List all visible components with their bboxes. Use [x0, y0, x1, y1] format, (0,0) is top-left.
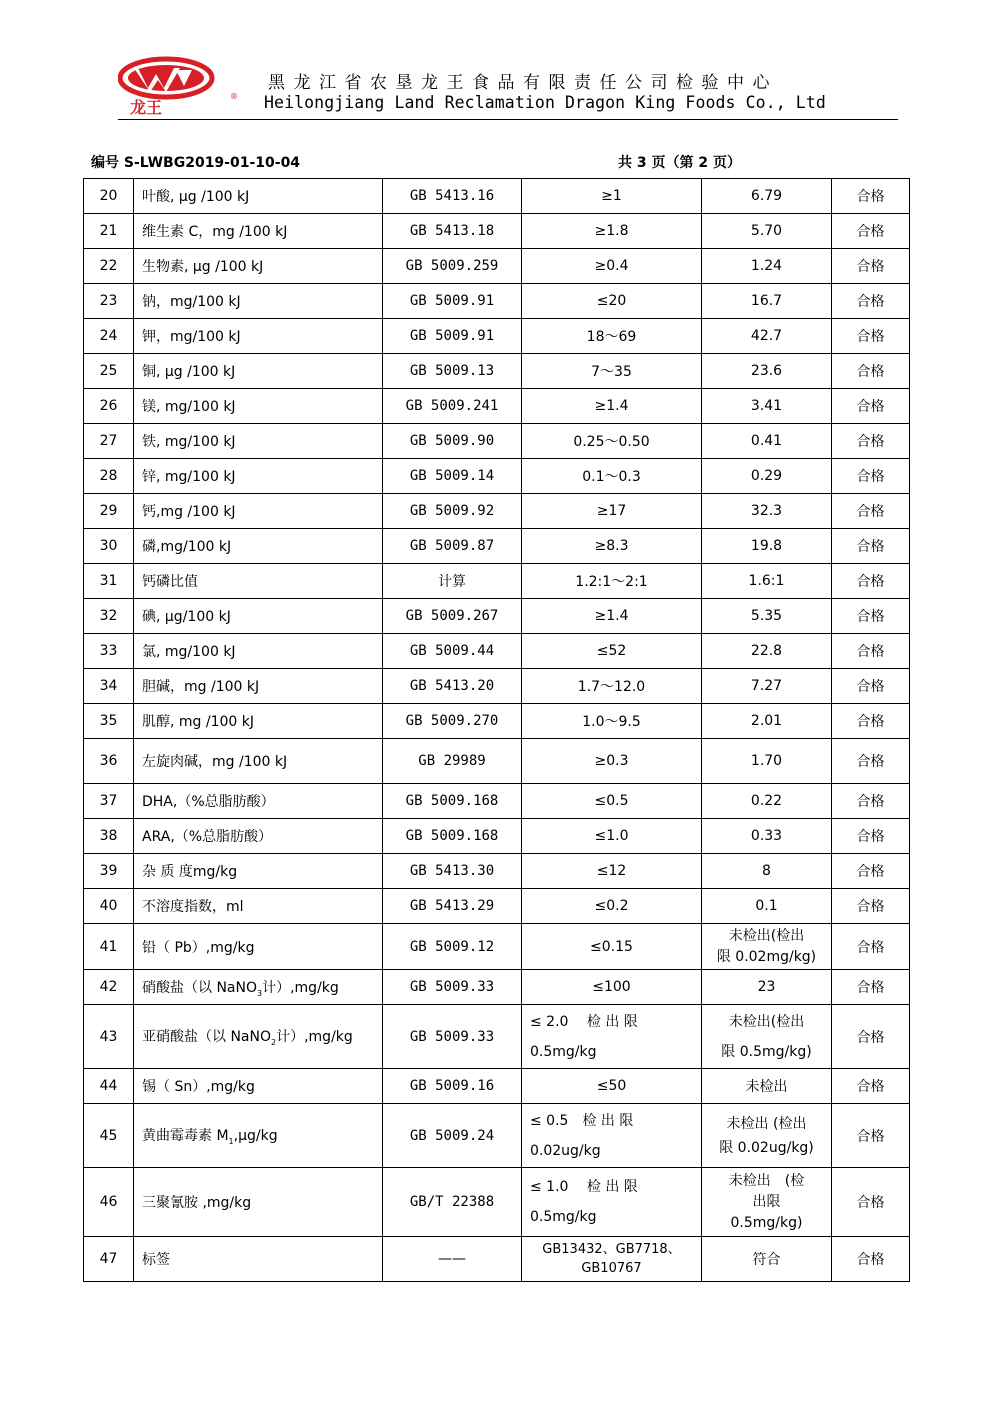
table-row	[84, 214, 910, 249]
table-row	[84, 1005, 910, 1069]
cell-result: 1.24	[702, 249, 832, 284]
table-row	[84, 889, 910, 924]
cell-item-number: 43	[84, 1005, 134, 1069]
cell-item-number: 28	[84, 459, 134, 494]
cell-test-method: GB 5009.241	[383, 389, 522, 424]
cell-test-method: GB 5009.91	[383, 319, 522, 354]
cell-result: 42.7	[702, 319, 832, 354]
cell-test-item: 磷,mg/100 kJ	[134, 529, 383, 564]
cell-verdict: 合格	[832, 424, 910, 459]
table-row	[84, 819, 910, 854]
cell-item-number: 38	[84, 819, 134, 854]
cell-test-item: 锡（ Sn）,mg/kg	[134, 1069, 383, 1104]
cell-verdict: 合格	[832, 354, 910, 389]
cell-test-item: 铅（ Pb）,mg/kg	[134, 924, 383, 970]
cell-result: 8	[702, 854, 832, 889]
table-row	[84, 924, 910, 970]
cell-test-method: GB 5009.24	[383, 1104, 522, 1168]
cell-result: 未检出	[702, 1069, 832, 1104]
cell-item-number: 47	[84, 1237, 134, 1282]
cell-requirement: 0.25～0.50	[522, 424, 702, 459]
table-row	[84, 494, 910, 529]
cell-requirement: ≤0.2	[522, 889, 702, 924]
registered-mark: ®	[230, 92, 238, 101]
cell-requirement: ≤ 1.0 检 出 限 0.5mg/kg	[522, 1168, 702, 1237]
cell-verdict: 合格	[832, 214, 910, 249]
cell-requirement: ≤12	[522, 854, 702, 889]
cell-result: 未检出 (检出 限 0.02ug/kg)	[702, 1104, 832, 1168]
cell-result: 0.22	[702, 784, 832, 819]
cell-item-number: 24	[84, 319, 134, 354]
cell-requirement: ≥1.8	[522, 214, 702, 249]
cell-test-method: GB 5009.90	[383, 424, 522, 459]
cell-verdict: 合格	[832, 1005, 910, 1069]
cell-test-item: 胆碱，mg /100 kJ	[134, 669, 383, 704]
cell-item-number: 22	[84, 249, 134, 284]
cell-result: 3.41	[702, 389, 832, 424]
cell-test-method: GB 5009.259	[383, 249, 522, 284]
cell-result: 22.8	[702, 634, 832, 669]
cell-requirement: 1.2:1～2:1	[522, 564, 702, 599]
cell-requirement: ≤50	[522, 1069, 702, 1104]
cell-result: 6.79	[702, 179, 832, 214]
table-row	[84, 970, 910, 1005]
cell-requirement: 0.1～0.3	[522, 459, 702, 494]
cell-verdict: 合格	[832, 1104, 910, 1168]
cell-verdict: 合格	[832, 319, 910, 354]
cell-verdict: 合格	[832, 564, 910, 599]
cell-test-item: 维生素 C，mg /100 kJ	[134, 214, 383, 249]
table-row	[84, 599, 910, 634]
cell-result: 未检出(检出 限 0.02mg/kg)	[702, 924, 832, 970]
table-row	[84, 704, 910, 739]
cell-test-method: GB 5413.18	[383, 214, 522, 249]
cell-test-item: 锌, mg/100 kJ	[134, 459, 383, 494]
cell-verdict: 合格	[832, 1237, 910, 1282]
cell-requirement: 1.0～9.5	[522, 704, 702, 739]
cell-test-method: GB 5009.33	[383, 1005, 522, 1069]
cell-result: 32.3	[702, 494, 832, 529]
cell-result: 0.41	[702, 424, 832, 459]
table-row	[84, 284, 910, 319]
cell-requirement: 1.7～12.0	[522, 669, 702, 704]
cell-verdict: 合格	[832, 459, 910, 494]
cell-verdict: 合格	[832, 739, 910, 784]
cell-requirement: ≥0.4	[522, 249, 702, 284]
cell-result: 1.70	[702, 739, 832, 784]
document-number: 编号 S-LWBG2019-01-10-04	[91, 155, 301, 171]
cell-verdict: 合格	[832, 599, 910, 634]
cell-test-item: 铜, μg /100 kJ	[134, 354, 383, 389]
cell-item-number: 41	[84, 924, 134, 970]
cell-test-item: 左旋肉碱，mg /100 kJ	[134, 739, 383, 784]
cell-test-method: GB 5009.91	[383, 284, 522, 319]
cell-requirement: ≤0.15	[522, 924, 702, 970]
table-row	[84, 564, 910, 599]
cell-result: 7.27	[702, 669, 832, 704]
cell-verdict: 合格	[832, 854, 910, 889]
cell-test-method: GB 5009.92	[383, 494, 522, 529]
cell-item-number: 46	[84, 1168, 134, 1237]
cell-item-number: 45	[84, 1104, 134, 1168]
cell-verdict: 合格	[832, 284, 910, 319]
cell-requirement: ≥1.4	[522, 599, 702, 634]
table-row	[84, 1237, 910, 1282]
cell-verdict: 合格	[832, 970, 910, 1005]
cell-result: 2.01	[702, 704, 832, 739]
cell-test-item: 硝酸盐（以 NaNO$_3$计）,mg/kg	[134, 970, 383, 1005]
cell-verdict: 合格	[832, 1069, 910, 1104]
cell-item-number: 30	[84, 529, 134, 564]
table-row	[84, 1069, 910, 1104]
cell-test-method: GB 5009.44	[383, 634, 522, 669]
table-row	[84, 634, 910, 669]
cell-test-item: ARA,（%总脂肪酸）	[134, 819, 383, 854]
cell-requirement: GB13432、GB7718、 GB10767	[522, 1237, 702, 1282]
cell-test-method: GB 5009.267	[383, 599, 522, 634]
cell-requirement: ≥17	[522, 494, 702, 529]
cell-test-method: 计算	[383, 564, 522, 599]
cell-verdict: 合格	[832, 634, 910, 669]
cell-test-item: 标签	[134, 1237, 383, 1282]
cell-result: 未检出(检出 限 0.5mg/kg)	[702, 1005, 832, 1069]
table-row	[84, 529, 910, 564]
cell-verdict: 合格	[832, 389, 910, 424]
cell-test-method: GB 5009.13	[383, 354, 522, 389]
cell-test-method: GB 5009.168	[383, 784, 522, 819]
cell-requirement: ≥8.3	[522, 529, 702, 564]
cell-result: 5.35	[702, 599, 832, 634]
cell-verdict: 合格	[832, 784, 910, 819]
table-row	[84, 459, 910, 494]
cell-verdict: 合格	[832, 889, 910, 924]
cell-result: 未检出 (检 出限 0.5mg/kg)	[702, 1168, 832, 1237]
cell-verdict: 合格	[832, 494, 910, 529]
table-row	[84, 389, 910, 424]
cell-requirement: ≤1.0	[522, 819, 702, 854]
cell-test-method: GB 29989	[383, 739, 522, 784]
cell-test-item: 不溶度指数，ml	[134, 889, 383, 924]
cell-test-method: GB 5009.87	[383, 529, 522, 564]
table-row	[84, 784, 910, 819]
cell-test-method: GB 5009.270	[383, 704, 522, 739]
results-table	[83, 178, 910, 1282]
cell-verdict: 合格	[832, 179, 910, 214]
cell-test-method: GB 5413.30	[383, 854, 522, 889]
company-logo	[118, 56, 246, 116]
cell-item-number: 37	[84, 784, 134, 819]
cell-result: 符合	[702, 1237, 832, 1282]
cell-result: 0.29	[702, 459, 832, 494]
cell-item-number: 31	[84, 564, 134, 599]
company-name-en: Heilongjiang Land Reclamation Dragon King Foods Co., Ltd	[264, 93, 826, 112]
cell-test-item: 肌醇, mg /100 kJ	[134, 704, 383, 739]
cell-requirement: ≤ 0.5 检 出 限 0.02ug/kg	[522, 1104, 702, 1168]
header-divider	[118, 119, 898, 120]
cell-test-method: GB/T 22388	[383, 1168, 522, 1237]
cell-result: 23.6	[702, 354, 832, 389]
cell-test-item: 杂 质 度mg/kg	[134, 854, 383, 889]
cell-result: 1.6:1	[702, 564, 832, 599]
cell-item-number: 44	[84, 1069, 134, 1104]
table-row	[84, 1168, 910, 1237]
cell-result: 0.1	[702, 889, 832, 924]
table-row	[84, 424, 910, 459]
cell-item-number: 33	[84, 634, 134, 669]
cell-item-number: 39	[84, 854, 134, 889]
company-name-cn: 黑龙江省农垦龙王食品有限责任公司检验中心	[268, 73, 778, 93]
cell-test-item: 钾，mg/100 kJ	[134, 319, 383, 354]
cell-verdict: 合格	[832, 819, 910, 854]
table-row	[84, 249, 910, 284]
cell-item-number: 32	[84, 599, 134, 634]
table-row	[84, 179, 910, 214]
cell-test-method: GB 5009.16	[383, 1069, 522, 1104]
cell-test-method: GB 5009.33	[383, 970, 522, 1005]
cell-test-item: 碘, μg/100 kJ	[134, 599, 383, 634]
cell-test-item: 镁, mg/100 kJ	[134, 389, 383, 424]
cell-test-item: 叶酸, μg /100 kJ	[134, 179, 383, 214]
cell-test-item: 钙磷比值	[134, 564, 383, 599]
cell-item-number: 25	[84, 354, 134, 389]
cell-test-item: 钙,mg /100 kJ	[134, 494, 383, 529]
cell-verdict: 合格	[832, 249, 910, 284]
cell-item-number: 34	[84, 669, 134, 704]
cell-test-item: 亚硝酸盐（以 NaNO$_2$计）,mg/kg	[134, 1005, 383, 1069]
cell-test-item: DHA,（%总脂肪酸）	[134, 784, 383, 819]
table-row	[84, 854, 910, 889]
cell-verdict: 合格	[832, 529, 910, 564]
cell-requirement: ≥0.3	[522, 739, 702, 784]
cell-requirement: ≤0.5	[522, 784, 702, 819]
page-info: 共 3 页（第 2 页）	[618, 155, 741, 171]
cell-verdict: 合格	[832, 1168, 910, 1237]
cell-result: 5.70	[702, 214, 832, 249]
cell-requirement: 18～69	[522, 319, 702, 354]
cell-test-method: GB 5413.20	[383, 669, 522, 704]
cell-requirement: 7～35	[522, 354, 702, 389]
cell-test-item: 铁, mg/100 kJ	[134, 424, 383, 459]
cell-test-method: GB 5413.29	[383, 889, 522, 924]
cell-verdict: 合格	[832, 669, 910, 704]
cell-item-number: 23	[84, 284, 134, 319]
cell-item-number: 36	[84, 739, 134, 784]
cell-test-item: 黄曲霉毒素 $M_1,\mu g/kg$	[134, 1104, 383, 1168]
cell-test-method: GB 5009.14	[383, 459, 522, 494]
cell-item-number: 26	[84, 389, 134, 424]
cell-verdict: 合格	[832, 924, 910, 970]
cell-test-method: GB 5413.16	[383, 179, 522, 214]
cell-requirement: ≥1.4	[522, 389, 702, 424]
cell-result: 0.33	[702, 819, 832, 854]
cell-item-number: 29	[84, 494, 134, 529]
cell-result: 16.7	[702, 284, 832, 319]
table-row	[84, 739, 910, 784]
cell-result: 23	[702, 970, 832, 1005]
cell-item-number: 21	[84, 214, 134, 249]
cell-requirement: ≤52	[522, 634, 702, 669]
cell-requirement: ≤ 2.0 检 出 限 0.5mg/kg	[522, 1005, 702, 1069]
logo-text: 龙王	[130, 98, 163, 116]
cell-result: 19.8	[702, 529, 832, 564]
cell-item-number: 42	[84, 970, 134, 1005]
cell-requirement: ≤100	[522, 970, 702, 1005]
cell-item-number: 35	[84, 704, 134, 739]
cell-test-method: GB 5009.12	[383, 924, 522, 970]
cell-test-item: 生物素, μg /100 kJ	[134, 249, 383, 284]
table-row	[84, 354, 910, 389]
table-row	[84, 1104, 910, 1168]
table-row	[84, 669, 910, 704]
cell-item-number: 20	[84, 179, 134, 214]
table-row	[84, 319, 910, 354]
cell-test-item: 钠，mg/100 kJ	[134, 284, 383, 319]
cell-test-method: ——	[383, 1237, 522, 1282]
cell-test-method: GB 5009.168	[383, 819, 522, 854]
results-table-wrap	[83, 178, 910, 1282]
cell-item-number: 27	[84, 424, 134, 459]
cell-requirement: ≤20	[522, 284, 702, 319]
cell-verdict: 合格	[832, 704, 910, 739]
cell-item-number: 40	[84, 889, 134, 924]
cell-requirement: ≥1	[522, 179, 702, 214]
cell-test-item: 氯, mg/100 kJ	[134, 634, 383, 669]
cell-test-item: 三聚氰胺 ,mg/kg	[134, 1168, 383, 1237]
